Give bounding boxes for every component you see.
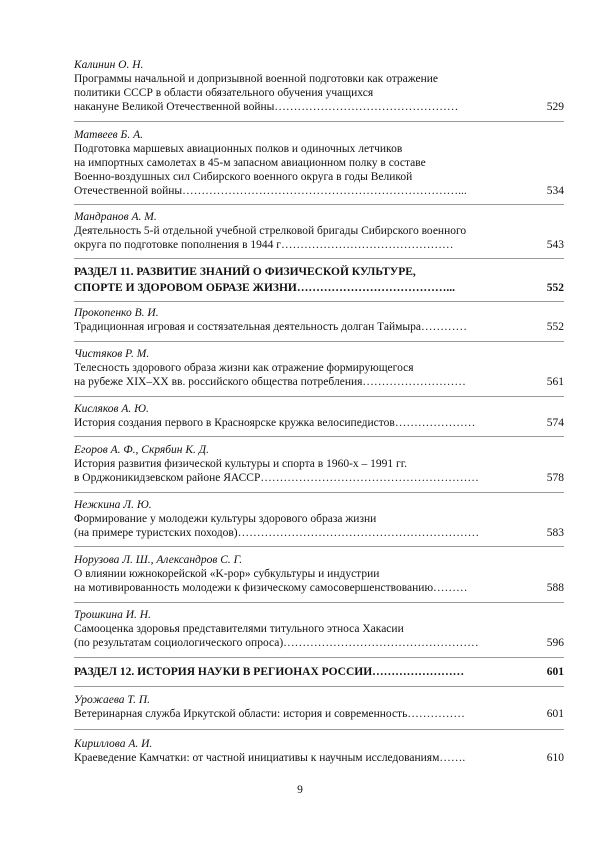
toc-entry (74, 443, 564, 485)
entry-title-text: на мотивированность молодежи к физическому самосовершенствованию……… (74, 582, 468, 594)
entry-title-line: Подготовка маршевых авиационных полков и одиночных летчиков (74, 143, 403, 155)
entry-title-line: О влиянии южнокорейской «K-pop» субкультуры и индустрии (74, 568, 380, 580)
entry-author: Матвеев Б. А. (74, 129, 143, 141)
divider (74, 546, 564, 547)
entry-title-text: (на примере туристских походов)……………………………………………………… (74, 527, 480, 539)
entry-title-last-line (74, 471, 564, 485)
entry-title-text: Традиционная игровая и состязательная деятельность долган Таймыра………… (74, 321, 468, 333)
toc-entry (74, 347, 564, 389)
entry-author: Норузова Л. Ш., Александров С. Г. (74, 554, 243, 566)
entry-author: Чистяков Р. М. (74, 348, 150, 360)
section-title-last-line (74, 280, 564, 296)
entry-title-line: Деятельность 5-й отдельной учебной стрелковой бригады Сибирского военного (74, 225, 467, 237)
entry-title-text: Ветеринарная служба Иркутской области: история и современность…………… (74, 708, 465, 720)
section-page-number: 552 (546, 282, 564, 294)
divider (74, 258, 564, 259)
entry-author: Кисляков А. Ю. (74, 403, 149, 415)
entry-title-last-line (74, 100, 564, 114)
divider (74, 341, 564, 342)
section-heading (74, 264, 564, 296)
entry-page-number: 529 (546, 101, 564, 113)
entry-title-text: на рубеже XIX–XX вв. российского общества потребления……………………… (74, 376, 466, 388)
entry-author: Прокопенко В. И. (74, 307, 159, 319)
entry-title-last-line (74, 707, 564, 721)
entry-author: Егоров А. Ф., Скрябин К. Д. (74, 444, 209, 456)
divider (74, 121, 564, 122)
entry-page-number: 583 (546, 527, 564, 539)
section-title-text: РАЗДЕЛ 12. ИСТОРИЯ НАУКИ В РЕГИОНАХ РОССИИ…………………… (74, 666, 465, 678)
section-title-text: СПОРТЕ И ЗДОРОВОМ ОБРАЗЕ ЖИЗНИ…………………………………... (74, 282, 456, 294)
entry-title-line: политики СССР в области обязательного обучения учащихся (74, 87, 374, 99)
entry-title-text: Отечественной войны………………………………………………………………... (74, 185, 467, 197)
entry-page-number: 534 (546, 185, 564, 197)
toc-entry (74, 128, 564, 198)
entry-title-last-line (74, 416, 564, 430)
section-heading (74, 664, 564, 680)
divider (74, 657, 564, 658)
toc-entry (74, 553, 564, 595)
divider (74, 729, 564, 730)
entry-title-line: Программы начальной и допризывной военной подготовки как отражение (74, 73, 439, 85)
entry-title-text: История создания первого в Красноярске кружка велосипедистов………………… (74, 417, 476, 429)
section-page-number: 601 (546, 666, 564, 678)
entry-page-number: 543 (546, 239, 564, 251)
section-title-last-line (74, 664, 564, 680)
toc-entry (74, 306, 564, 334)
entry-title-text: (по результатам социологического опроса)…………………………………………… (74, 637, 479, 649)
toc-entry (74, 693, 564, 721)
entry-title-line: Формирование у молодежи культуры здорового образа жизни (74, 513, 377, 525)
entry-author: Калинин О. Н. (74, 59, 144, 71)
entry-author: Урожаева Т. П. (74, 694, 151, 706)
entry-page-number: 596 (546, 637, 564, 649)
entry-page-number: 610 (546, 752, 564, 764)
divider (74, 686, 564, 687)
toc-entry (74, 608, 564, 650)
page-number: 9 (297, 784, 303, 796)
toc-entry (74, 498, 564, 540)
entry-title-text: округа по подготовке пополнения в 1944 г……………………………………… (74, 239, 454, 251)
entry-title-line: История развития физической культуры и спорта в 1960-х – 1991 гг. (74, 458, 408, 470)
entry-title-line: Телесность здорового образа жизни как отражение формирующегося (74, 362, 414, 374)
entry-title-last-line (74, 526, 564, 540)
entry-page-number: 561 (546, 376, 564, 388)
toc-entry (74, 58, 564, 114)
entry-title-last-line (74, 238, 564, 252)
toc-entry (74, 402, 564, 430)
entry-title-last-line (74, 184, 564, 198)
entry-title-text: накануне Великой Отечественной войны………………………………………… (74, 101, 459, 113)
entry-author: Трошкина И. Н. (74, 609, 151, 621)
divider (74, 204, 564, 205)
toc-entry (74, 210, 564, 252)
entry-title-last-line (74, 320, 564, 334)
divider (74, 436, 564, 437)
entry-author: Кириллова А. И. (74, 738, 153, 750)
toc-entry (74, 737, 564, 765)
entry-title-line: Самооценка здоровья представителями титульного этноса Хакасии (74, 623, 404, 635)
section-title-line: РАЗДЕЛ 11. РАЗВИТИЕ ЗНАНИЙ О ФИЗИЧЕСКОЙ КУЛЬТУРЕ, (74, 266, 416, 278)
entry-title-last-line (74, 375, 564, 389)
entry-author: Нежкина Л. Ю. (74, 499, 152, 511)
entry-title-text: в Орджоникидзевском районе ЯАССР………………………………………………… (74, 472, 479, 484)
entry-title-line: Военно-воздушных сил Сибирского военного округа в годы Великой (74, 171, 413, 183)
entry-title-last-line (74, 636, 564, 650)
entry-page-number: 578 (546, 472, 564, 484)
entry-title-text: Краеведение Камчатки: от частной инициативы к научным исследованиям……. (74, 752, 466, 764)
entry-title-last-line (74, 581, 564, 595)
entry-title-last-line (74, 751, 564, 765)
divider (74, 492, 564, 493)
entry-author: Мандранов А. М. (74, 211, 157, 223)
divider (74, 602, 564, 603)
entry-page-number: 588 (546, 582, 564, 594)
entry-page-number: 574 (546, 417, 564, 429)
divider (74, 396, 564, 397)
divider (74, 301, 564, 302)
entry-page-number: 601 (546, 708, 564, 720)
entry-title-line: на импортных самолетах в 45-м запасном авиационном полку в составе (74, 157, 426, 169)
entry-page-number: 552 (546, 321, 564, 333)
